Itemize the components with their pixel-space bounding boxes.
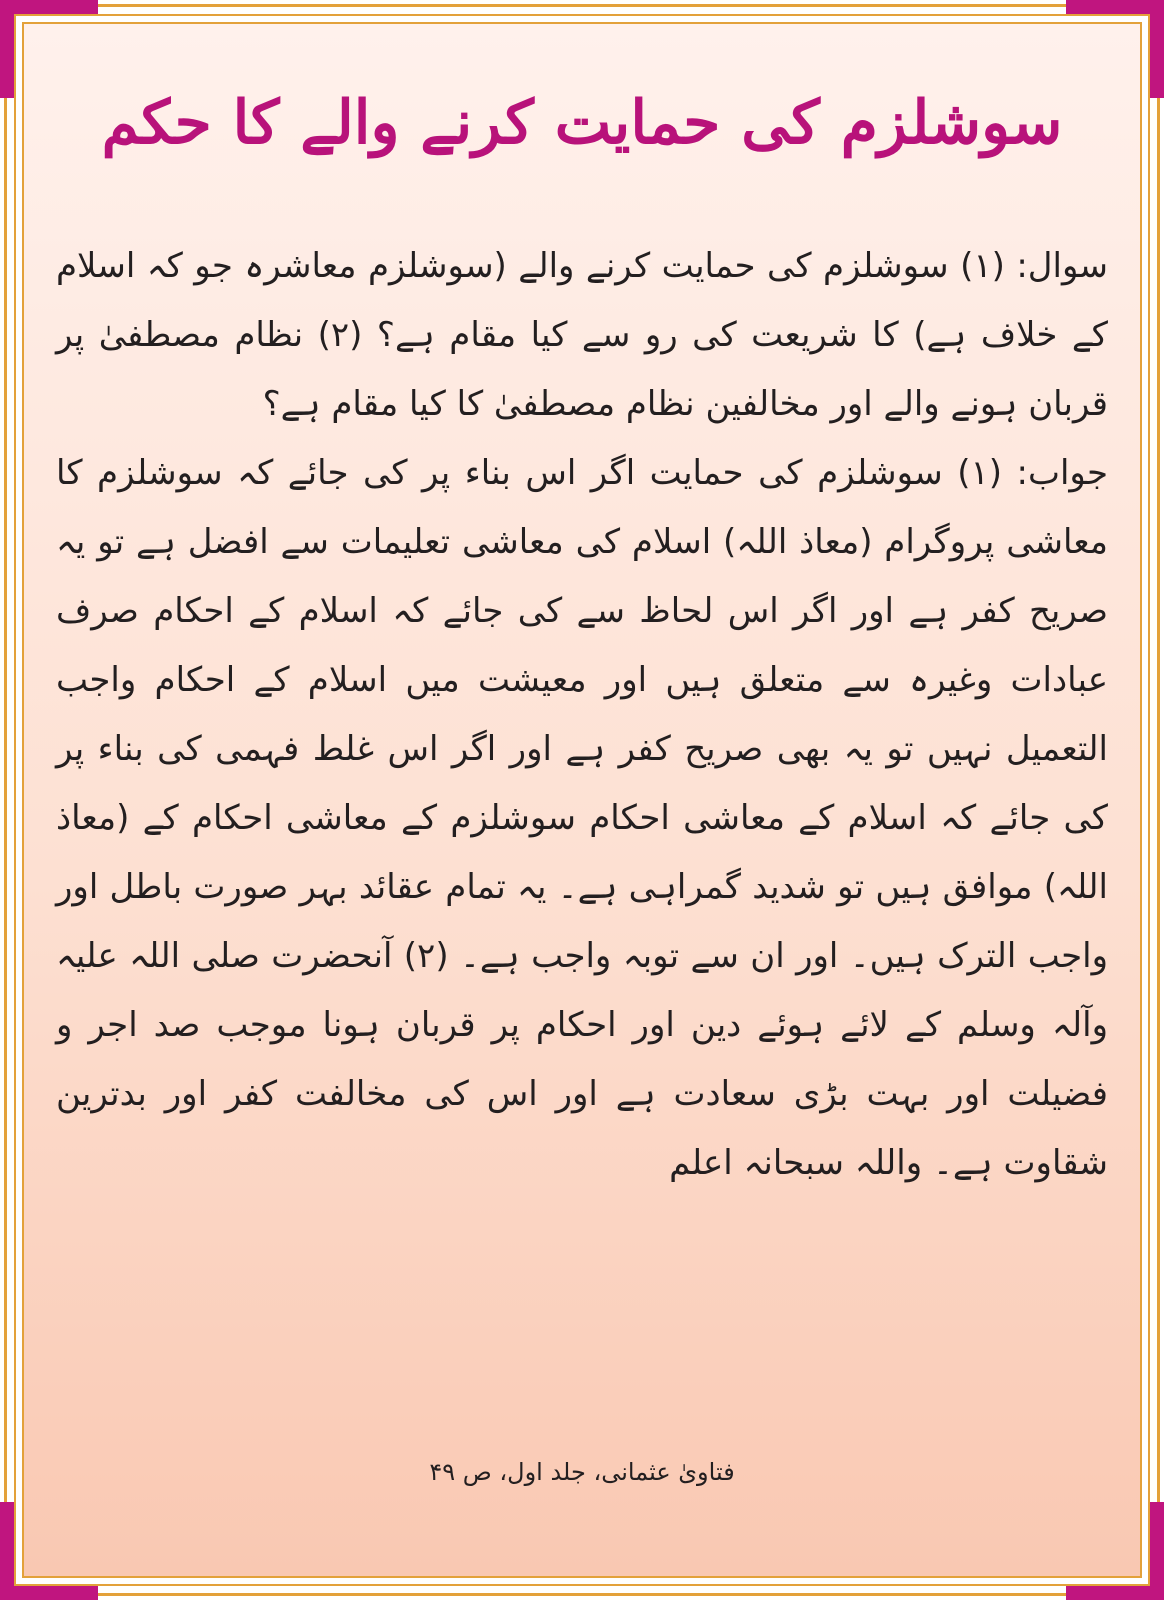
fatwa-body	[56, 232, 1108, 1198]
source-citation: فتاویٰ عثمانی، جلد اول، ص ۴۹	[429, 1458, 735, 1486]
page-title: سوشلزم کی حمایت کرنے والے کا حکم	[101, 88, 1063, 158]
question-paragraph: سوال: (۱) سوشلزم کی حمایت کرنے والے (سوشلزم معاشرہ جو کہ اسلام کے خلاف ہے) کا شریعت کی رو سے کیا مقام ہے؟ (۲) نظام مصطفیٰ پر قربان ہونے والے اور مخالفین نظام مصطفیٰ کا کیا مقام ہے؟	[56, 246, 1109, 424]
answer-paragraph: جواب: (۱) سوشلزم کی حمایت اگر اس بناء پر کی جائے کہ سوشلزم کا معاشی پروگرام (معاذ اللہ) اسلام کی معاشی تعلیمات سے افضل ہے تو یہ صریح کفر ہے اور اگر اس لحاظ سے کی جائے کہ اسلام کے احکام صرف عبادات وغیرہ سے متعلق ہیں اور معیشت میں اسلام کے احکام واجب التعمیل نہیں تو یہ بھی صریح کفر ہے اور اگر اس غلط فہمی کی بناء پر کی جائے کہ اسلام کے معاشی احکام سوشلزم کے معاشی احکام کے (معاذ اللہ) موافق ہیں تو شدید گمراہی ہے۔ یہ تمام عقائد بہر صورت باطل اور واجب الترک ہیں۔ اور ان سے توبہ واجب ہے۔ (۲) آنحضرت صلی اللہ علیہ وآلہ وسلم کے لائے ہوئے دین اور احکام پر قربان ہونا موجب صد اجر و فضیلت اور بہت بڑی سعادت ہے اور اس کی مخالفت کفر اور بدترین شقاوت ہے۔ واللہ سبحانہ اعلم	[56, 453, 1108, 1183]
